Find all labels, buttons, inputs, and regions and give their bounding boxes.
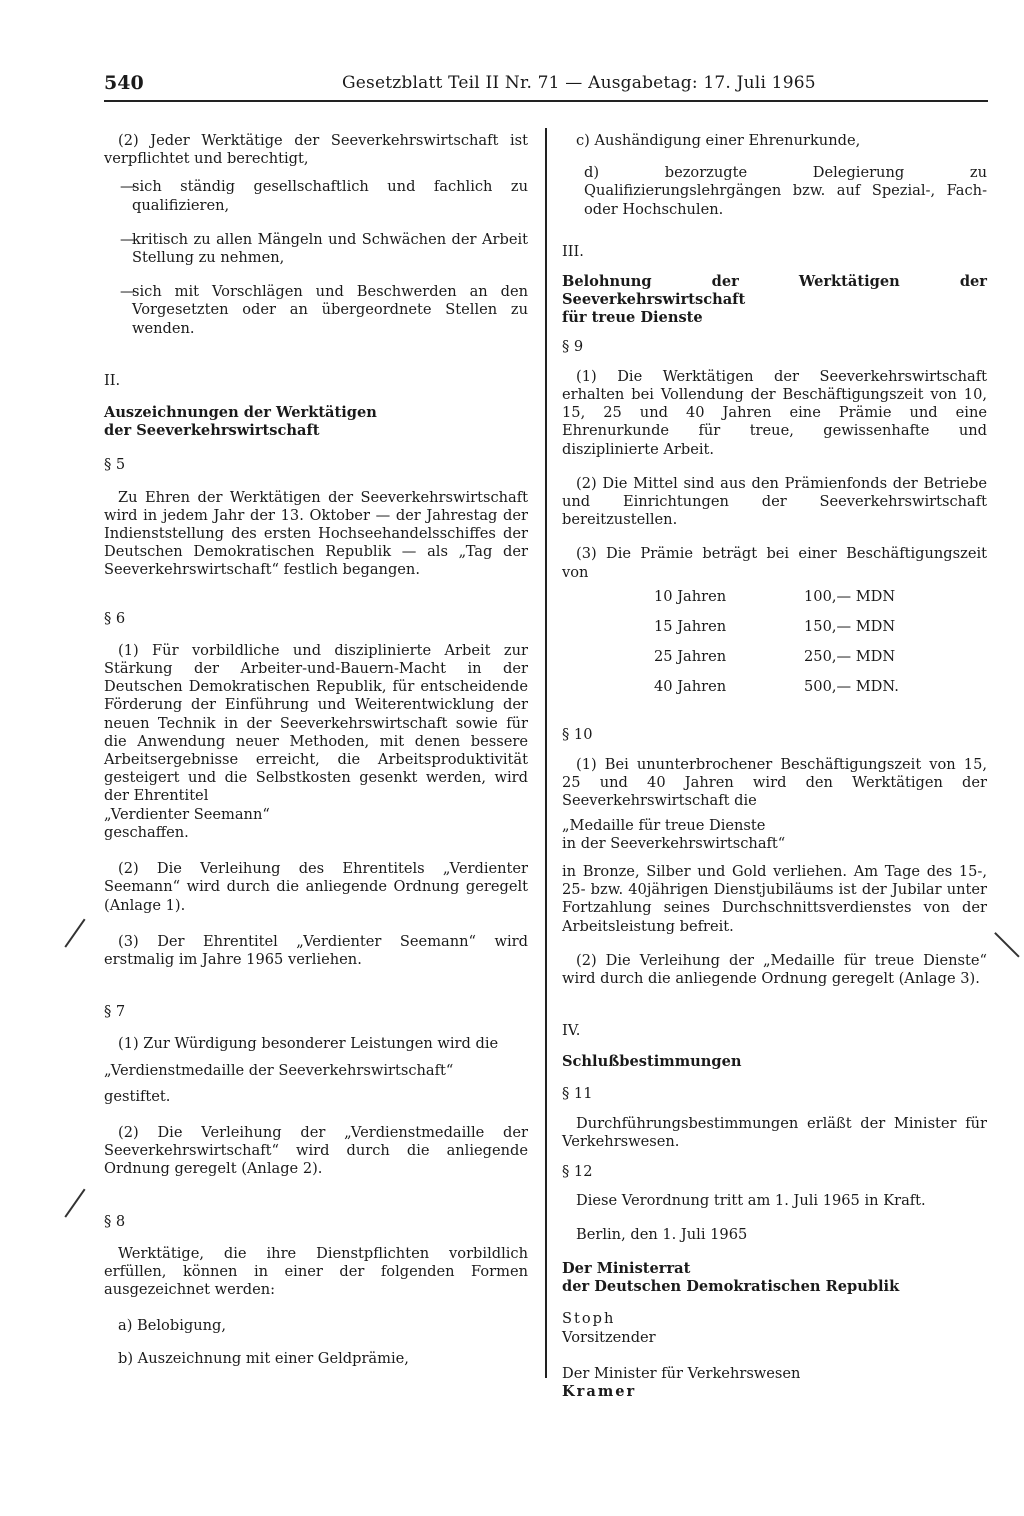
prize-table: [562, 582, 987, 702]
signer-role: Vorsitzender: [562, 1328, 656, 1346]
page-header: [104, 72, 988, 102]
paragraph-heading: § 8: [104, 1212, 126, 1230]
list-item: [104, 283, 528, 338]
paragraph-text: (2) Die Verleihung der „Verdienstmedaille der Seeverkehrswirtschaft“ wird durch die anliegende Ordnung geregelt (Anlage 2).: [104, 1123, 528, 1178]
paragraph-heading: § 7: [104, 1003, 126, 1021]
right-column: [562, 132, 987, 1401]
paragraph-text: in Bronze, Silber und Gold verliehen. Am Tage des 15-, 25- bzw. 40jährigen Dienstjubiläums ist der Jubilar unter Fortzahlung seines Durchschnittsverdienstes von der Arbeitsleistung befreit.: [562, 863, 987, 935]
paragraph-text: (3) Die Prämie beträgt bei einer Beschäftigungszeit von: [562, 545, 987, 581]
issuer: Der Ministerrat: [562, 1259, 691, 1277]
prize-years: 25 Jahren: [654, 647, 727, 665]
paragraph-text: Diese Verordnung tritt am 1. Juli 1965 in Kraft.: [576, 1191, 926, 1209]
prize-years: 40 Jahren: [654, 677, 727, 695]
section-number: III.: [562, 242, 584, 260]
list-item: [562, 164, 987, 219]
section-title: Belohnung der Werktätigen der Seeverkehrswirtschaft: [562, 273, 987, 309]
paragraph-heading: § 12: [562, 1163, 593, 1181]
paragraph-heading: § 5: [104, 456, 126, 474]
paragraph-heading: § 6: [104, 609, 126, 627]
paragraph-text: (3) Der Ehrentitel „Verdienter Seemann“ wird erstmalig im Jahre 1965 verliehen.: [104, 932, 528, 968]
paragraph-text: Werktätige, die ihre Dienstpflichten vorbildlich erfüllen, können in einer der folgenden Formen ausgezeichnet werden:: [104, 1244, 528, 1299]
prize-row: [562, 672, 987, 702]
prize-years: 10 Jahren: [654, 587, 727, 605]
section-title: der Seeverkehrswirtschaft: [104, 422, 320, 440]
list-item-text: d) bezorzugte Delegierung zu Qualifizierungslehrgängen bzw. auf Spezial-, Fach- oder Hochschulen.: [584, 164, 987, 218]
section-number: II.: [104, 371, 121, 389]
margin-pen-mark: [994, 932, 1019, 957]
section-title: Auszeichnungen der Werktätigen: [104, 404, 377, 422]
prize-amount: 150,— MDN: [804, 617, 896, 635]
list-item-text: kritisch zu allen Mängeln und Schwächen der Arbeit Stellung zu nehmen,: [132, 230, 528, 267]
dash-mark: —: [120, 230, 135, 248]
list-item: c) Aushändigung einer Ehrenurkunde,: [576, 132, 861, 149]
list-item: a) Belobigung,: [118, 1317, 226, 1335]
section-title: Schlußbestimmungen: [562, 1052, 742, 1070]
paragraph-text: Zu Ehren der Werktätigen der Seeverkehrswirtschaft wird in jedem Jahr der 13. Oktober — der Jahrestag der Indienststellung des ersten Hochseehandelsschiffes der Deutschen Demokratischen Republik — als „Tag der Seeverkehrswirtschaft“ festlich begangen.: [104, 488, 528, 579]
left-column: [104, 132, 528, 1368]
list-item: [104, 178, 528, 214]
prize-row: [562, 582, 987, 612]
paragraph-text: (2) Die Verleihung des Ehrentitels „Verdienter Seemann“ wird durch die anliegende Ordnung geregelt (Anlage 1).: [104, 860, 528, 914]
prize-amount: 250,— MDN: [804, 647, 896, 665]
medal-name: „Medaille für treue Dienste: [562, 816, 766, 834]
margin-pen-mark: [64, 919, 85, 948]
medal-name: in der Seeverkehrswirtschaft“: [562, 834, 786, 852]
paragraph-text: (2) Die Mittel sind aus den Prämienfonds der Betriebe und Einrichtungen der Seeverkehrswirtschaft bereitzustellen.: [562, 474, 987, 529]
paragraph-text: (1) Zur Würdigung besonderer Leistungen wird die: [118, 1035, 499, 1053]
margin-pen-mark: [64, 1189, 85, 1218]
prize-row: [562, 612, 987, 642]
medal-name: „Verdienstmedaille der Seeverkehrswirtschaft“: [104, 1061, 454, 1079]
place-date: Berlin, den 1. Juli 1965: [576, 1225, 748, 1243]
paragraph-2-intro: (2) Jeder Werktätige der Seeverkehrswirtschaft ist verpflichtet und berechtigt,: [104, 132, 528, 168]
list-item-text: sich mit Vorschlägen und Beschwerden an den Vorgesetzten oder an übergeordnete Stellen zu wenden.: [132, 283, 528, 337]
column-divider: [545, 128, 547, 1378]
paragraph-heading: § 11: [562, 1084, 593, 1102]
signer-name: Kramer: [562, 1382, 637, 1400]
page-number: 540: [104, 72, 144, 94]
paragraph-text: gestiftet.: [104, 1087, 171, 1105]
dash-mark: —: [120, 178, 135, 196]
paragraph-text: (1) Für vorbildliche und disziplinierte Arbeit zur Stärkung der Arbeiter-und-Bauern-Macht in der Deutschen Demokratischen Republik, für entscheidende Förderung der Einführung und Weiterentwicklung der neuen Technik in der Seeverkehrswirtschaft sowie für die Anwendung neuer Methoden, mit denen bessere Arbeitsergebnisse erreicht, die Arbeitsproduktivität gesteigert und die Selbstkosten gesenkt werden, wird der Ehrentitel: [104, 641, 528, 805]
section-number: IV.: [562, 1022, 581, 1040]
paragraph-text: (1) Die Werktätigen der Seeverkehrswirtschaft erhalten bei Vollendung der Beschäftigungszeit von 10, 15, 25 und 40 Jahren eine Prämie und eine Ehrenurkunde für treue, gewissenhafte und disziplinierte Arbeit.: [562, 367, 987, 458]
paragraph-text: (1) Bei ununterbrochener Beschäftigungszeit von 15, 25 und 40 Jahren wird den Werktätigen der Seeverkehrswirtschaft die: [562, 756, 987, 810]
header-title: Gesetzblatt Teil II Nr. 71 — Ausgabetag: 17. Juli 1965: [342, 73, 816, 93]
list-item: b) Auszeichnung mit einer Geldprämie,: [118, 1349, 409, 1367]
paragraph-heading: § 10: [562, 725, 593, 743]
list-item-text: sich ständig gesellschaftlich und fachlich zu qualifizieren,: [132, 178, 528, 214]
paragraph-text: geschaffen.: [104, 823, 189, 841]
list-item: [104, 231, 528, 267]
paragraph-heading: § 9: [562, 337, 584, 355]
signer-role: Der Minister für Verkehrswesen: [562, 1364, 801, 1382]
list-marker: [562, 164, 584, 219]
signer-name: Stoph: [562, 1310, 616, 1328]
paragraph-text: (2) Die Verleihung der „Medaille für treue Dienste“ wird durch die anliegende Ordnung geregelt (Anlage 3).: [562, 951, 987, 988]
dash-mark: —: [120, 283, 135, 301]
prize-row: [562, 642, 987, 672]
issuer: der Deutschen Demokratischen Republik: [562, 1278, 900, 1296]
paragraph-text: Durchführungsbestimmungen erläßt der Minister für Verkehrswesen.: [562, 1114, 987, 1151]
prize-years: 15 Jahren: [654, 617, 727, 635]
honorary-title: „Verdienter Seemann“: [104, 805, 270, 823]
section-title: für treue Dienste: [562, 309, 703, 327]
prize-amount: 500,— MDN.: [804, 677, 899, 695]
prize-amount: 100,— MDN: [804, 587, 896, 605]
